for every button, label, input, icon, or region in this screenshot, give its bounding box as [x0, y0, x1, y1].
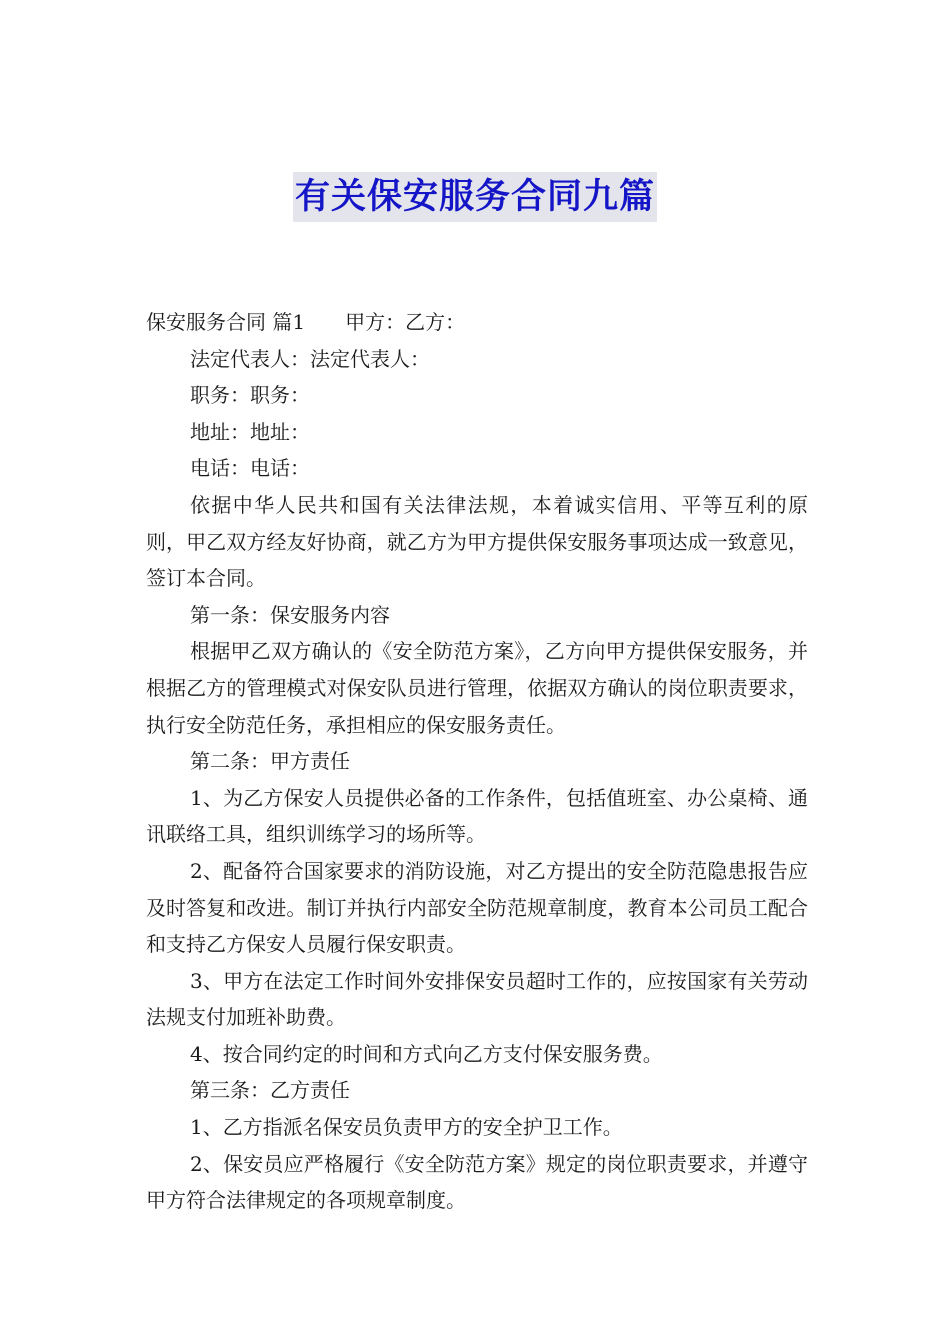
article-3-item-1: 1、乙方指派名保安员负责甲方的安全护卫工作。: [190, 1115, 623, 1140]
paragraph-position: 职务：职务：: [190, 383, 310, 408]
paragraph-address: 地址：地址：: [190, 419, 310, 444]
paragraph-preamble: 依据中华人民共和国有关法律法规，本着诚实信用、平等互利的原则，甲乙双方经友好协商，就乙方为甲方提供保安服务事项达成一致意见，签订本合同。: [146, 492, 808, 591]
article-1-heading: 第一条：保安服务内容: [190, 602, 390, 627]
document-title: 有关保安服务合同九篇: [293, 172, 657, 222]
paragraph-phone: 电话：电话：: [190, 456, 310, 481]
article-2-item-4: 4、按合同约定的时间和方式向乙方支付保安服务费。: [190, 1041, 663, 1066]
article-1-body: 根据甲乙双方确认的《安全防范方案》，乙方向甲方提供保安服务，并根据乙方的管理模式对保安队员进行管理，依据双方确认的岗位职责要求，执行安全防范任务，承担相应的保安服务责任。: [146, 639, 808, 737]
contract-header-line: [146, 304, 808, 341]
contract-label: 保安服务合同 篇1: [146, 310, 306, 334]
article-2-item-3: 3、甲方在法定工作时间外安排保安员超时工作的，应按国家有关劳动法规支付加班补助费。: [146, 968, 808, 1030]
article-3-heading: 第三条：乙方责任: [190, 1078, 350, 1103]
article-2-item-1: 1、为乙方保安人员提供必备的工作条件，包括值班室、办公桌椅、通讯联络工具，组织训练学习的场所等。: [146, 785, 808, 847]
parties-label: 甲方：乙方：: [345, 310, 466, 334]
paragraph-legal-rep: 法定代表人：法定代表人：: [190, 346, 430, 371]
article-2-heading: 第二条：甲方责任: [190, 749, 350, 774]
document-body: [146, 304, 808, 1219]
article-2-item-2: 2、配备符合国家要求的消防设施，对乙方提出的安全防范隐患报告应及时答复和改进。制订并执行内部安全防范规章制度，教育本公司员工配合和支持乙方保安人员履行保安职责。: [146, 858, 808, 957]
article-3-item-2: 2、保安员应严格履行《安全防范方案》规定的岗位职责要求，并遵守甲方符合法律规定的各项规章制度。: [146, 1151, 808, 1213]
title-container: [0, 172, 950, 222]
